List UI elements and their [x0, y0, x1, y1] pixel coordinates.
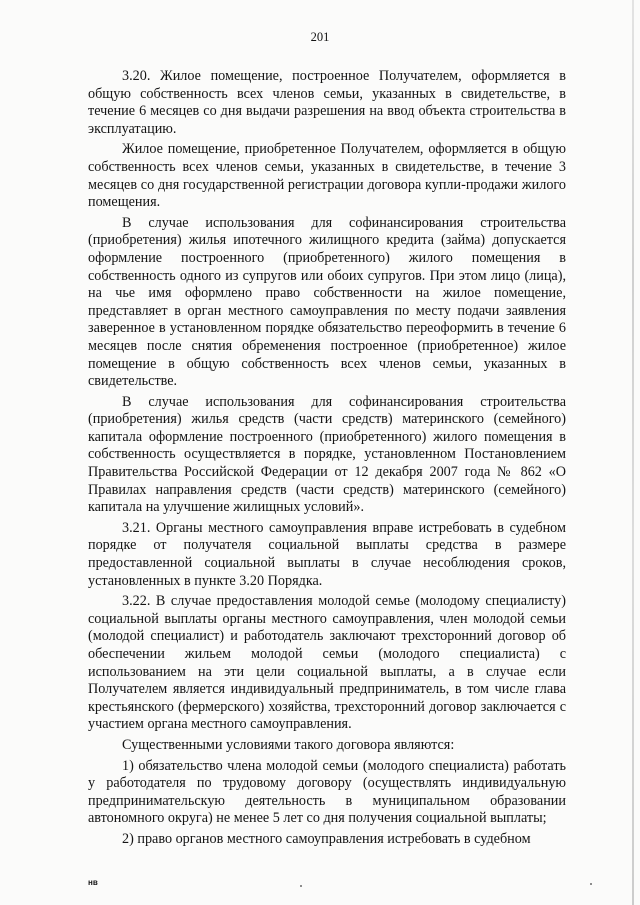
- paragraph-mortgage: В случае использования для софинансирования строительства (приобретения) жилья ипотечного жилищного кредита (займа) допускается оформление построенного (приобретенного) жилого помещения в собственность одного из супругов или обоих супругов. При этом лицо (лица), на чье имя оформлено право собственности на жилое помещение, представляет в орган местного самоуправления по месту подачи заявления заверенное в установленном порядке обязательство переоформить в течение 6 месяцев после снятия обременения построенное (приобретенное) жилое помещение в общую собственность всех членов семьи, указанных в свидетельстве.: [88, 214, 566, 390]
- paragraph-term-2: 2) право органов местного самоуправления истребовать в судебном: [122, 830, 531, 847]
- paragraph-maternity-capital: В случае использования для софинансирования строительства (приобретения) жилья средств (части средств) материнского (семейного) капитала оформление построенного (приобретенного) жилого помещения в собственность осуществляется в порядке, установленном Постановлением Правительства Российской Федерации от 12 декабря 2007 года № 862 «О Правилах направления средств (части средств) материнского (семейного) капитала на улучшение жилищных условий».: [88, 393, 566, 516]
- paragraph-3-20: 3.20. Жилое помещение, построенное Получателем, оформляется в общую собственность всех членов семьи, указанных в свидетельстве, в течение 6 месяцев со дня выдачи разрешения на ввод объекта строительства в эксплуатацию.: [88, 68, 566, 137]
- paragraph-term-1: 1) обязательство члена молодой семьи (молодого специалиста) работать у работодателя по трудовому договору (осуществлять индивидуальную предпринимательскую деятельность в муниципальном образовании автономного округа) не менее 5 лет со дня получения социальной выплаты;: [88, 757, 566, 827]
- document-body: [88, 68, 566, 852]
- page-number: 201: [310, 30, 330, 44]
- footer-mark: нв: [88, 878, 98, 887]
- paragraph-essential-terms: Существенными условиями такого договора являются:: [122, 736, 455, 753]
- scan-speck: [300, 885, 302, 887]
- paragraph-purchased-housing: Жилое помещение, приобретенное Получателем, оформляется в общую собственность всех членов семьи, указанных в свидетельстве, в течение 3 месяцев со дня государственной регистрации договора купли-продажи жилого помещения.: [88, 141, 566, 211]
- scan-edge: [632, 0, 634, 905]
- paragraph-3-22: 3.22. В случае предоставления молодой семье (молодому специалисту) социальной выплаты органы местного самоуправления, член молодой семьи (молодой специалист) и работодатель заключают трехсторонний договор об обеспечении жильем молодой семьи (молодого специалиста) с использованием на эти цели социальной выплаты, а в случае если Получателем является индивидуальный предприниматель, в том числе глава крестьянского (фермерского) хозяйства, трехсторонний договор заключается с участием органа местного самоуправления.: [88, 593, 566, 733]
- paragraph-3-21: 3.21. Органы местного самоуправления вправе истребовать в судебном порядке от получателя социальной выплаты средства в размере предоставленной социальной выплаты в случае несоблюдения сроков, установленных в пункте 3.20 Порядка.: [88, 519, 566, 589]
- scan-speck: [590, 883, 592, 885]
